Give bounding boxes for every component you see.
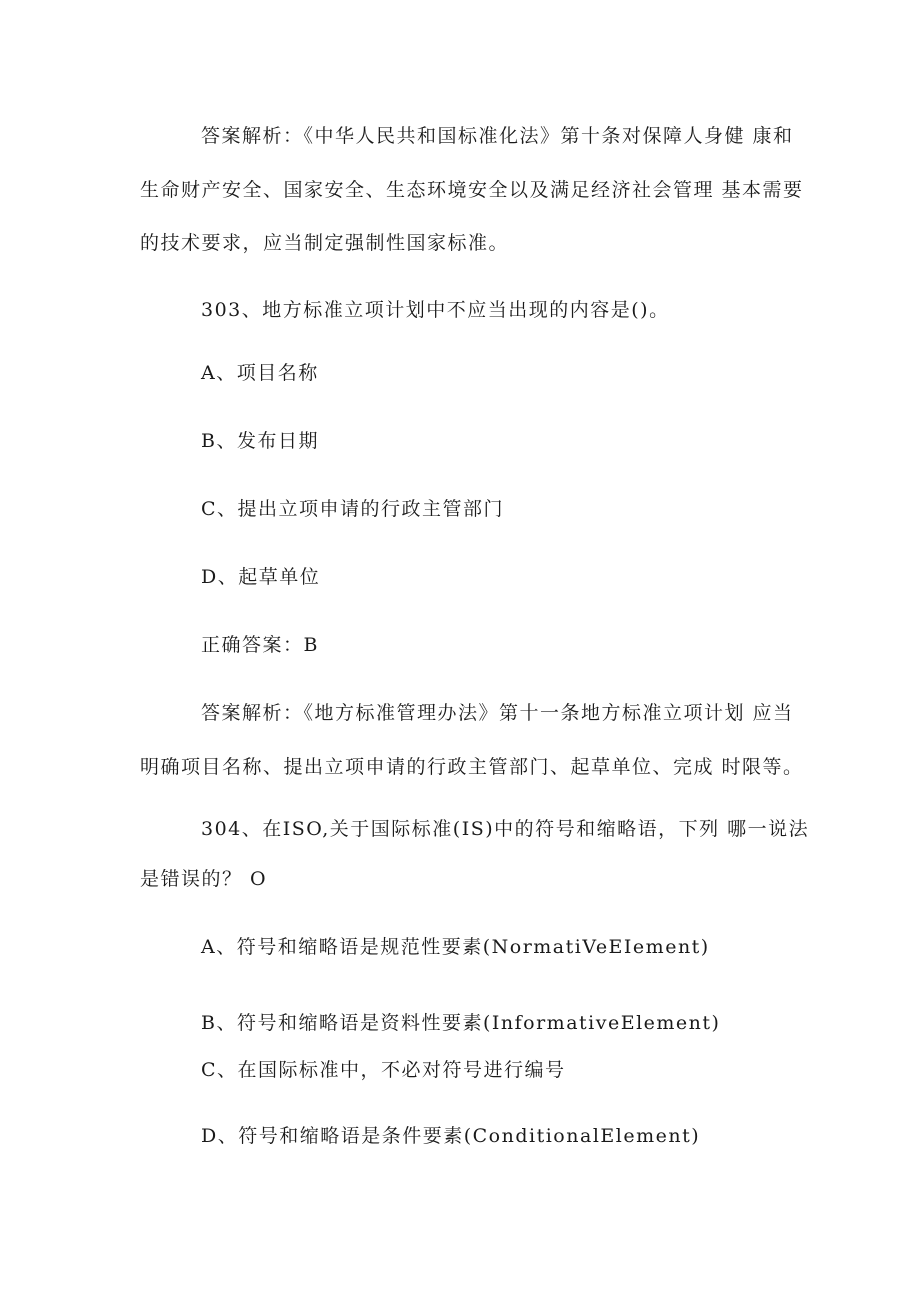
q304-question-line-2: 是错误的？ O: [140, 868, 268, 890]
q302-explanation-line-3: 的技术要求，应当制定强制性国家标准。: [140, 232, 510, 254]
q304-option-d: D、符号和缩略语是条件要素(ConditionalElement): [201, 1125, 701, 1147]
q304-option-a: A、符号和缩略语是规范性要素(NormatiVeEIement): [201, 936, 710, 958]
q303-option-c: C、提出立项申请的行政主管部门: [201, 498, 505, 520]
q303-question: 303、地方标准立项计划中不应当出现的内容是()。: [201, 299, 670, 321]
q304-option-b: B、符号和缩略语是资料性要素(InformativeElement): [201, 1012, 721, 1034]
q303-explanation-line-1: 答案解析：《地方标准管理办法》第十一条地方标准立项计划 应当: [201, 702, 794, 724]
q302-explanation-line-2: 生命财产安全、国家安全、生态环境安全以及满足经济社会管理 基本需要: [140, 179, 804, 201]
q304-option-c: C、在国际标准中，不必对符号进行编号: [201, 1059, 566, 1081]
q303-explanation-line-2: 明确项目名称、提出立项申请的行政主管部门、起草单位、完成 时限等。: [140, 756, 804, 778]
q302-explanation-line-1: 答案解析：《中华人民共和国标准化法》第十条对保障人身健 康和: [201, 125, 794, 147]
q303-option-b: B、发布日期: [201, 430, 319, 452]
q303-correct-answer: 正确答案：B: [201, 634, 319, 656]
q303-option-d: D、起草单位: [201, 566, 321, 588]
q304-question-line-1: 304、在ISO,关于国际标准(IS)中的符号和缩略语，下列 哪一说法: [201, 818, 810, 840]
q303-option-a: A、项目名称: [201, 362, 319, 384]
